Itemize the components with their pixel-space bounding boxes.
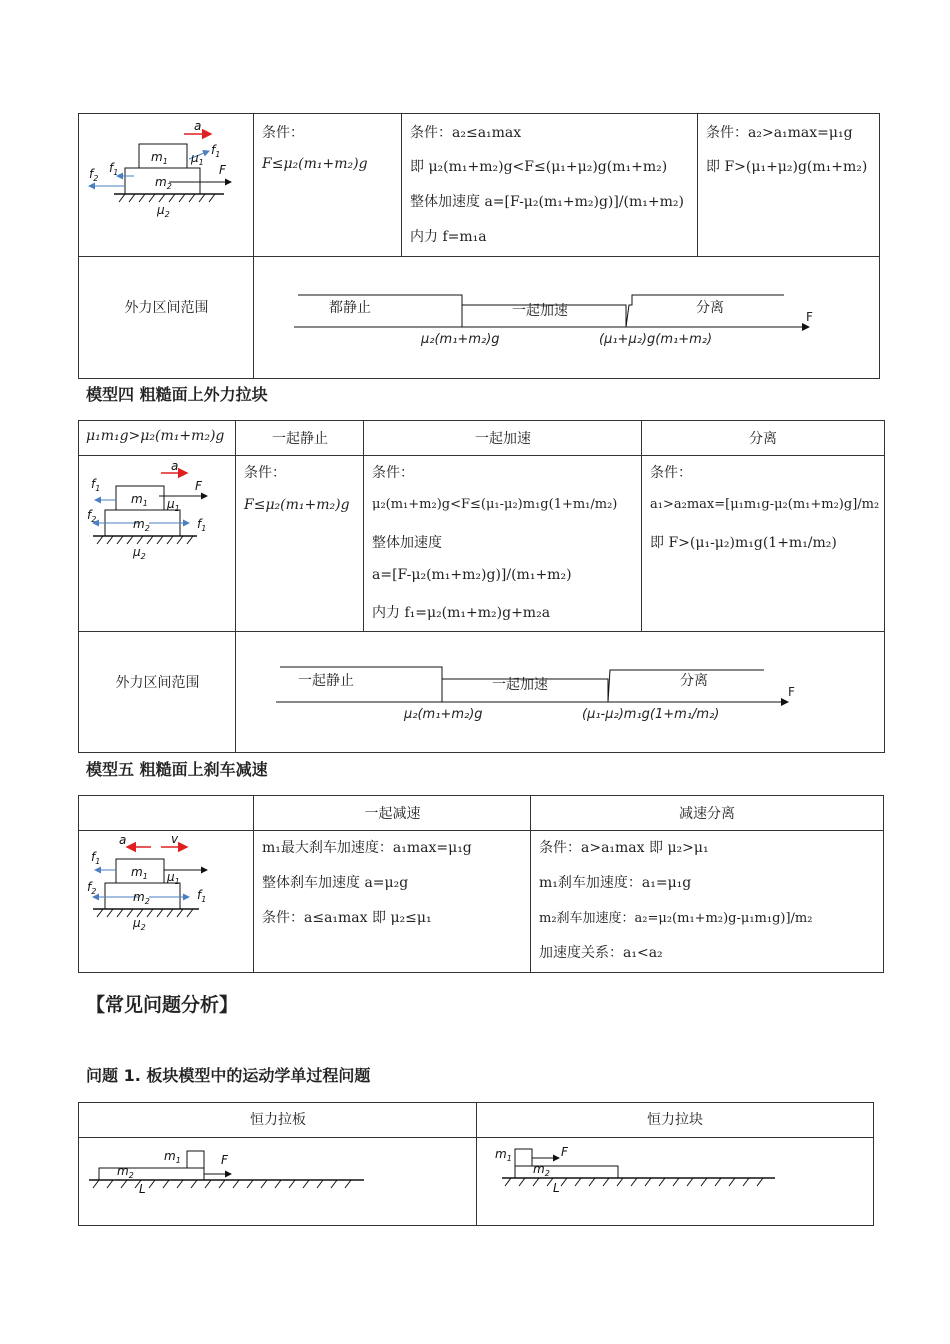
svg-text:μ1: $\mu_1$ [167,870,180,886]
svg-text:μ2: $\mu_2$ [133,545,146,561]
model5-separate-cell [531,831,883,972]
model5-header-empty [79,796,254,831]
svg-text:μ2: $\mu_2$ [133,916,146,932]
model5-title: 模型五 粗糙面上刹车减速 [86,760,268,779]
model5-figure-cell [79,831,254,972]
svg-text:m2: $m_2$ [133,890,150,906]
model4-boundary1: μ₂(m₁+m₂)g [404,707,483,722]
svg-text:L: L [139,1182,146,1196]
model5-table [78,795,884,973]
svg-text:a: a [194,119,202,133]
svg-text:m2: $m_2$ [533,1162,550,1178]
svg-text:μ1: $\mu_1$ [191,151,204,167]
model4-separate-cell [642,456,884,632]
svg-text:f2: $f_2$ [89,167,99,183]
svg-text:f1: $f_1$ [109,161,119,177]
model3-boundary1: μ₂(m₁+m₂)g [421,332,500,347]
model4-separate-line2: a₁>a₂max=[μ₁m₁g-μ₂(m₁+m₂)g]/m₂ [650,497,880,512]
model3-separate-cell [698,114,879,257]
svg-text:f1: $f_1$ [197,888,207,904]
model5-header-separate [531,796,883,831]
model4-seg2: 一起加速 [492,677,548,693]
problem1-header-board [79,1103,477,1138]
model4-range-label: 外力区间范围 [115,675,200,691]
svg-text:a: a [171,459,179,473]
model5-together-cell [254,831,531,972]
svg-text:m2: $m_2$ [117,1164,134,1180]
model5-separate-line3: m₂刹车加速度：a₂=μ₂(m₁+m₂)g-μ₁m₁g)]/m₂ [539,911,813,926]
model5-header-together-text: 一起减速 [364,806,421,822]
model3-together-cell [402,114,698,257]
model4-separate-line1: 条件： [650,465,692,481]
section-heading: 【常见问题分析】 [86,994,239,1016]
model3-range-label: 外力区间范围 [124,300,209,316]
svg-text:m1: $m_1$ [151,150,168,166]
model4-together-line2: μ₂(m₁+m₂)g<F≤(μ₁-μ₂)m₁g(1+m₁/m₂) [372,497,618,512]
svg-text:F: F [221,1153,228,1167]
model4-header-cond-text: μ₁m₁g>μ₂(m₁+m₂)g [86,428,225,444]
model4-figure-cell [79,456,236,632]
model4-header-cond [79,421,236,456]
model4-range-cell [236,632,884,752]
model3-table [78,113,880,379]
model4-together-line4: a=[F-μ₂(m₁+m₂)g)]/(m₁+m₂) [372,567,572,583]
model4-together-cell [364,456,642,632]
model3-seg3: 分离 [696,300,724,316]
block-m1 [515,1149,532,1166]
svg-text:f1: $f_1$ [211,143,221,159]
model4-together-line5: 内力 f₁=μ₂(m₁+m₂)g+m₂a [372,605,551,621]
model5-block-diagram [79,831,254,972]
model4-header-together [364,421,642,456]
block-m1 [187,1151,204,1168]
svg-text:μ2: $\mu_2$ [157,203,170,219]
problem1-fig-board [79,1138,477,1225]
problem1-title: 问题 1. 板块模型中的运动学单过程问题 [86,1066,371,1085]
model3-block-diagram [79,114,254,257]
model4-header-together-text: 一起加速 [475,431,531,447]
svg-text:f1: $f_1$ [91,477,101,493]
model4-header-separate [642,421,884,456]
pull-board-diagram [79,1138,477,1225]
model4-table [78,420,885,753]
problem1-header-block-text: 恒力拉块 [647,1112,703,1128]
model5-separate-line2: m₁刹车加速度：a₁=μ₁g [539,875,692,891]
problem1-fig-block [477,1138,873,1225]
svg-text:f1: $f_1$ [91,850,101,866]
svg-text:m1: $m_1$ [164,1149,181,1165]
model4-title: 模型四 粗糙面上外力拉块 [86,385,268,404]
model4-together-line1: 条件： [372,465,414,481]
model4-header-static [236,421,364,456]
model4-block-diagram [79,456,236,632]
model3-static-line2: F≤μ₂(m₁+m₂)g [262,156,368,172]
model3-static-cell [254,114,402,257]
model3-separate-line1: 条件：a₂>a₁max=μ₁g [706,125,853,141]
svg-text:f2: $f_2$ [87,880,97,896]
model5-together-line3: 条件：a≤a₁max 即 μ₂≤μ₁ [262,910,432,926]
model4-seg1: 一起静止 [298,673,354,689]
board-m2 [99,1168,204,1180]
model4-separate-line3: 即 F>(μ₁-μ₂)m₁g(1+m₁/m₂) [650,535,837,551]
model4-header-separate-text: 分离 [749,431,777,447]
model4-range-label-cell [79,632,236,752]
svg-text:m1: $m_1$ [495,1147,512,1163]
model3-separate-line2: 即 F>(μ₁+μ₂)g(m₁+m₂) [706,159,868,175]
problem1-table [78,1102,874,1226]
pull-block-diagram [477,1138,873,1225]
svg-text:F: F [195,479,202,493]
model3-boundary2: (μ₁+μ₂)g(m₁+m₂) [599,332,713,347]
svg-text:v: v [171,832,179,846]
model3-axis-label: F [806,310,813,324]
problem1-header-block [477,1103,873,1138]
model5-separate-line1: 条件：a>a₁max 即 μ₂>μ₁ [539,840,709,856]
model3-static-line1: 条件： [262,125,304,141]
model4-static-line2: F≤μ₂(m₁+m₂)g [244,497,350,513]
svg-text:f1: $f_1$ [197,517,207,533]
model3-together-line4: 内力 f=m₁a [410,229,487,245]
svg-text:F: F [219,163,226,177]
model4-boundary2: (μ₁-μ₂)m₁g(1+m₁/m₂) [582,707,720,722]
model4-header-static-text: 一起静止 [272,431,328,447]
problem1-header-board-text: 恒力拉板 [250,1112,306,1128]
model5-together-line1: m₁最大刹车加速度：a₁max=μ₁g [262,840,472,856]
board-m2 [515,1166,618,1178]
svg-text:m1: $m_1$ [131,865,148,881]
model3-seg1: 都静止 [329,300,371,316]
model4-range-diagram [236,632,884,752]
model4-seg3: 分离 [680,673,708,689]
model4-static-cell [236,456,364,632]
model3-range-label-cell [79,257,254,378]
model3-seg2: 一起加速 [512,303,568,319]
svg-text:μ1: $\mu_1$ [167,497,180,513]
svg-text:f2: $f_2$ [87,508,97,524]
svg-text:m2: $m_2$ [155,175,172,191]
model3-range-cell [254,257,879,378]
model3-figure-cell [79,114,254,257]
model3-together-line3: 整体加速度 a=[F-μ₂(m₁+m₂)g)]/(m₁+m₂) [410,194,684,210]
model5-header-together [254,796,531,831]
svg-text:L: L [553,1181,560,1195]
model3-together-line2: 即 μ₂(m₁+m₂)g<F≤(μ₁+μ₂)g(m₁+m₂) [410,159,668,175]
model5-together-line2: 整体刹车加速度 a=μ₂g [262,875,409,891]
svg-text:a: a [119,833,127,847]
model4-static-line1: 条件： [244,465,286,481]
svg-text:m2: $m_2$ [133,517,150,533]
model4-together-line3: 整体加速度 [372,535,442,551]
model4-axis-label: F [788,685,795,699]
model3-together-line1: 条件：a₂≤a₁max [410,125,522,141]
model5-separate-line4: 加速度关系：a₁<a₂ [539,945,663,961]
svg-text:m1: $m_1$ [131,492,148,508]
svg-text:F: F [561,1145,568,1159]
model5-header-separate-text: 减速分离 [679,806,735,822]
